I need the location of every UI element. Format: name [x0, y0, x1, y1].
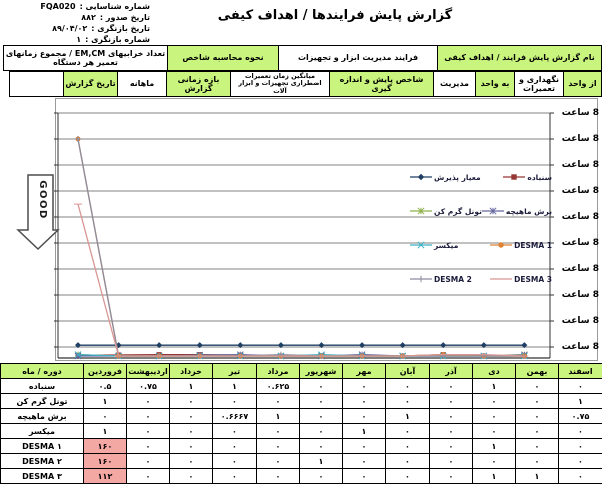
meta-value: ۸۸۲	[81, 13, 96, 23]
table-cell[interactable]: ۰	[386, 469, 430, 484]
legend-marker-icon	[410, 172, 432, 182]
table-cell[interactable]: ۰.۶۶۶۷	[213, 409, 257, 424]
table-cell[interactable]: ۱	[84, 394, 127, 409]
legend-label: DESMA 1	[514, 241, 552, 250]
meta-label: شماره شناسایی :	[80, 2, 150, 12]
table-cell[interactable]: ۰	[300, 379, 343, 394]
y-axis-label: 8 ساعت	[553, 290, 599, 300]
y-axis-label: 8 ساعت	[553, 186, 599, 196]
header-cell[interactable]	[9, 71, 64, 97]
table-header-row	[1, 364, 602, 379]
good-arrow-label: GOOD	[37, 180, 48, 220]
legend-marker-icon	[410, 274, 432, 284]
table-row-label[interactable]: برش ماهیچه	[1, 409, 84, 424]
table-cell[interactable]: ۰.۷۵	[127, 379, 170, 394]
table-month-header[interactable]: شهریور	[300, 364, 343, 379]
table-cell[interactable]: ۰	[430, 454, 473, 469]
header-cell[interactable]: میانگین زمان تعمیرات اضطراری تجهیزات و ابزار آلات	[230, 71, 330, 97]
table-row	[1, 379, 602, 394]
header-cell[interactable]: نحوه محاسبه شاخص	[167, 45, 279, 71]
table-cell[interactable]: ۰	[170, 454, 213, 469]
legend-label: میکسر	[434, 241, 458, 250]
table-cell[interactable]: ۰.۶۲۵	[257, 379, 300, 394]
table-month-header[interactable]: اسفند	[559, 364, 602, 379]
table-month-header[interactable]: آذر	[430, 364, 473, 379]
meta-row	[0, 2, 150, 12]
table-cell[interactable]: ۰	[127, 454, 170, 469]
legend-marker-icon	[410, 206, 432, 216]
table-cell[interactable]: ۰	[127, 394, 170, 409]
table-row-label[interactable]: DESMA ۲	[1, 454, 84, 469]
meta-label: شماره بازنگری :	[85, 35, 150, 45]
document-meta-block	[0, 2, 150, 46]
table-month-header[interactable]: مرداد	[257, 364, 300, 379]
table-cell[interactable]: ۰	[213, 394, 257, 409]
table-cell[interactable]: ۰	[300, 409, 343, 424]
meta-value: ۱	[76, 35, 81, 45]
meta-label: تاریخ صدور :	[100, 13, 150, 23]
table-cell[interactable]: ۰	[343, 394, 386, 409]
table-month-header[interactable]: فروردین	[84, 364, 127, 379]
table-cell[interactable]: ۰	[430, 394, 473, 409]
y-axis-label: 8 ساعت	[553, 264, 599, 274]
legend-row	[410, 171, 552, 183]
y-axis-label: 8 ساعت	[553, 316, 599, 326]
header-cell[interactable]: تاریخ گزارش	[63, 71, 118, 97]
table-cell[interactable]: ۰	[343, 379, 386, 394]
table-row	[1, 454, 602, 469]
legend-label: برش ماهیچه	[506, 207, 552, 216]
table-cell[interactable]: ۰	[386, 379, 430, 394]
table-month-header[interactable]: بهمن	[516, 364, 559, 379]
table-cell[interactable]: ۰	[516, 409, 559, 424]
table-cell[interactable]: ۱	[213, 379, 257, 394]
good-direction-arrow	[14, 172, 64, 254]
table-row	[1, 469, 602, 484]
legend-label: تونل گرم کن	[434, 207, 482, 216]
table-cell[interactable]: ۰	[343, 439, 386, 454]
legend-row	[410, 239, 552, 251]
table-cell[interactable]: ۱	[300, 454, 343, 469]
table-cell[interactable]: ۰	[257, 439, 300, 454]
header-row-1	[0, 45, 602, 71]
legend-marker-icon	[490, 240, 512, 250]
legend-entry	[410, 172, 481, 182]
table-cell[interactable]: ۰	[559, 379, 602, 394]
table-cell[interactable]: ۰	[516, 424, 559, 439]
chart-plot	[0, 97, 602, 363]
meta-row	[0, 35, 150, 45]
table-cell[interactable]: ۱	[170, 379, 213, 394]
table-cell[interactable]: ۱	[84, 424, 127, 439]
table-cell[interactable]: ۱	[343, 424, 386, 439]
table-cell[interactable]: ۰	[386, 454, 430, 469]
table-month-header[interactable]: خرداد	[170, 364, 213, 379]
table-row	[1, 424, 602, 439]
table-cell[interactable]: ۱۶۰	[84, 439, 127, 454]
table-cell[interactable]: ۱	[473, 439, 516, 454]
series-marker	[512, 174, 517, 179]
table-cell[interactable]: ۱	[473, 469, 516, 484]
table-row-label[interactable]: سنباده	[1, 379, 84, 394]
table-cell[interactable]: ۰	[386, 424, 430, 439]
table-cell[interactable]: ۰	[559, 424, 602, 439]
table-cell[interactable]: ۰	[300, 439, 343, 454]
table-cell[interactable]: ۰	[213, 454, 257, 469]
table-cell[interactable]: ۰	[170, 469, 213, 484]
series-marker	[418, 174, 424, 180]
meta-row	[0, 24, 150, 34]
table-cell[interactable]: ۱	[559, 394, 602, 409]
table-cell[interactable]: ۰	[559, 439, 602, 454]
table-row-label[interactable]: تونل گرم کن	[1, 394, 84, 409]
header-cell[interactable]: بازه زمانی گزارش	[166, 71, 231, 97]
table-cell[interactable]: ۰	[257, 454, 300, 469]
table-cell[interactable]: ۰	[473, 394, 516, 409]
table-cell[interactable]: ۰	[516, 379, 559, 394]
table-month-header[interactable]: آبان	[386, 364, 430, 379]
series-marker	[498, 242, 503, 247]
table-cell[interactable]: ۰	[170, 424, 213, 439]
header-cell[interactable]: از واحد	[563, 71, 602, 97]
table-cell[interactable]: ۰	[213, 439, 257, 454]
legend-entry	[482, 206, 552, 216]
legend-label: DESMA 3	[514, 275, 552, 284]
table-cell[interactable]: ۱	[386, 409, 430, 424]
table-cell[interactable]: ۱۱۲	[84, 469, 127, 484]
table-cell[interactable]: ۰	[300, 469, 343, 484]
table-cell[interactable]: ۰	[300, 394, 343, 409]
meta-value: ۸۹/۰۴/۰۲	[52, 24, 87, 34]
table-cell[interactable]: ۰	[473, 424, 516, 439]
legend-marker-icon	[410, 240, 432, 250]
legend-entry	[410, 274, 472, 284]
legend-row	[410, 273, 552, 285]
header-cell[interactable]: فرایند مدیریت ابزار و تجهیزات	[278, 45, 438, 71]
table-month-header[interactable]: مهر	[343, 364, 386, 379]
table-cell[interactable]: ۰.۷۵	[559, 409, 602, 424]
legend-marker-icon	[482, 206, 504, 216]
legend-label: سنباده	[527, 173, 552, 182]
table-row	[1, 409, 602, 424]
table-row-label[interactable]: DESMA ۳	[1, 469, 84, 484]
table-cell[interactable]: ۰	[559, 454, 602, 469]
meta-value: FQA020	[40, 2, 75, 12]
table-month-header[interactable]: تیر	[213, 364, 257, 379]
legend-entry	[503, 172, 552, 182]
y-axis-label: 8 ساعت	[553, 134, 599, 144]
table-cell[interactable]: ۰	[213, 424, 257, 439]
monthly-data-table	[0, 363, 602, 484]
header-cell[interactable]: نام گزارش پایش فرایند / اهداف کیفی	[437, 45, 602, 71]
table-cell[interactable]: ۰	[170, 409, 213, 424]
table-cell[interactable]: ۰	[84, 409, 127, 424]
table-cell[interactable]: ۰	[473, 454, 516, 469]
legend-entry	[490, 240, 552, 250]
y-axis-label: 8 ساعت	[553, 342, 599, 352]
table-cell[interactable]: ۱	[473, 379, 516, 394]
y-axis-label: 8 ساعت	[553, 160, 599, 170]
legend-row	[410, 205, 552, 217]
table-cell[interactable]: ۰	[170, 439, 213, 454]
table-cell[interactable]: ۰	[430, 409, 473, 424]
table-cell[interactable]: ۰	[430, 439, 473, 454]
table-cell[interactable]: ۰	[473, 409, 516, 424]
legend-entry	[410, 240, 458, 250]
header-cell[interactable]: مدیریت	[433, 71, 476, 97]
table-cell[interactable]: ۰	[516, 394, 559, 409]
table-cell[interactable]: ۰	[257, 394, 300, 409]
table-cell[interactable]: ۰	[430, 469, 473, 484]
header-cell[interactable]: ماهانه	[117, 71, 167, 97]
header-row-2	[0, 71, 602, 97]
table-cell[interactable]: ۰	[430, 379, 473, 394]
table-cell[interactable]: ۱۶۰	[84, 454, 127, 469]
table-cell[interactable]: ۰	[127, 469, 170, 484]
legend-label: DESMA 2	[434, 275, 472, 284]
table-cell[interactable]: ۱	[516, 469, 559, 484]
meta-label: تاریخ بازنگری :	[91, 24, 150, 34]
y-axis-label: 8 ساعت	[553, 238, 599, 248]
table-cell[interactable]: ۰	[127, 409, 170, 424]
table-cell[interactable]: ۰	[257, 469, 300, 484]
table-cell[interactable]: ۰	[300, 424, 343, 439]
table-cell[interactable]: ۰	[343, 454, 386, 469]
table-cell[interactable]: ۰	[386, 394, 430, 409]
legend-entry	[410, 206, 482, 216]
page-title: گزارش پایش فرایندها / اهداف کیفی	[160, 8, 510, 23]
legend-marker-icon	[503, 172, 525, 182]
table-cell[interactable]: ۰	[170, 394, 213, 409]
table-cell[interactable]: ۰	[516, 454, 559, 469]
table-corner-cell[interactable]: دوره / ماه	[1, 364, 84, 379]
table-cell[interactable]: ۰	[257, 424, 300, 439]
table-cell[interactable]: ۱	[257, 409, 300, 424]
table-row-label[interactable]: میکسر	[1, 424, 84, 439]
table-row-label[interactable]: DESMA ۱	[1, 439, 84, 454]
legend-marker-icon	[490, 274, 512, 284]
legend-label: معیار پذیرش	[434, 173, 481, 182]
header-cell[interactable]: شاخص پایش و اندازه گیری	[329, 71, 434, 97]
meta-row	[0, 13, 150, 23]
y-axis-label: 8 ساعت	[553, 108, 599, 118]
y-axis-label: 8 ساعت	[553, 212, 599, 222]
table-row	[1, 394, 602, 409]
table-cell[interactable]: ۰	[559, 469, 602, 484]
table-month-header[interactable]: اردیبهشت	[127, 364, 170, 379]
table-cell[interactable]: ۰	[343, 469, 386, 484]
table-cell[interactable]: ۰	[386, 439, 430, 454]
table-cell[interactable]: ۰	[430, 424, 473, 439]
table-month-header[interactable]: دی	[473, 364, 516, 379]
header-cell[interactable]: به واحد	[475, 71, 515, 97]
table-cell[interactable]: ۰	[516, 439, 559, 454]
legend-entry	[490, 274, 552, 284]
header-cell[interactable]: تعداد خرابیهای EM,CM / مجموع زمانهای تعمیر هر دستگاه	[3, 45, 168, 71]
table-cell[interactable]: ۰	[213, 469, 257, 484]
table-cell[interactable]: ۰	[127, 439, 170, 454]
table-row	[1, 439, 602, 454]
table-cell[interactable]: ۰.۵	[84, 379, 127, 394]
table-cell[interactable]: ۰	[343, 409, 386, 424]
table-cell[interactable]: ۰	[127, 424, 170, 439]
line-chart[interactable]	[0, 97, 602, 363]
header-cell[interactable]: نگهداری و تعمیرات	[514, 71, 564, 97]
